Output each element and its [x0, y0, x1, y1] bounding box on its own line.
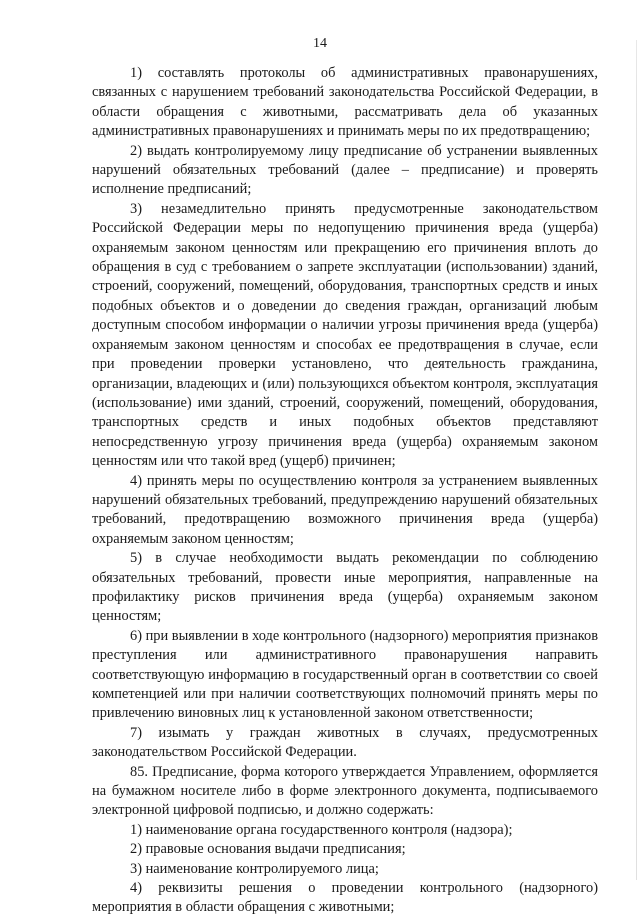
document-body — [92, 64, 598, 918]
paragraph-item-2-order: 2) выдать контролируемому лицу предписание об устранении выявленных нарушений обязательных требований (далее – предписание) и проверять исполнение предписаний; — [92, 142, 598, 198]
paragraph-item-6-crime-signs: 6) при выявлении в ходе контрольного (надзорного) мероприятия признаков преступления или административного правонарушения направить соответствующую информацию в государственный орган в соответствии со своей компетенцией или при наличии соответствующих полномочий принять меры по привлечению виновных лиц к установленной законом ответственности; — [92, 627, 598, 722]
paragraph-item-4-control: 4) принять меры по осуществлению контроля за устранением выявленных нарушений обязательных требований, предупреждению нарушений обязательных требований, предотвращению возможного причинения вреда (ущерба) охраняемым законом ценностям; — [92, 472, 598, 547]
paragraph-content-2: 2) правовые основания выдачи предписания; — [130, 841, 406, 858]
paragraph-item-7-seize-animals: 7) изымать у граждан животных в случаях, предусмотренных законодательством Российской Федерации. — [92, 724, 598, 761]
page-number: 14 — [313, 36, 327, 51]
paragraph-content-4: 4) реквизиты решения о проведении контрольного (надзорного) мероприятия в области обращения с животными; — [92, 880, 598, 916]
scan-edge-line — [636, 40, 637, 880]
paragraph-content-3: 3) наименование контролируемого лица; — [130, 860, 379, 877]
paragraph-item-5-recommendations: 5) в случае необходимости выдать рекомендации по соблюдению обязательных требований, провести иные мероприятия, направленные на профилактику рисков причинения вреда (ущерба) охраняемым законом ценностям; — [92, 550, 598, 625]
paragraph-item-3-measures: 3) незамедлительно принять предусмотренные законодательством Российской Федерации меры по недопущению причинения вреда (ущерба) охраняемым законом ценностям или прекращению его причинения вплоть до обращения в суд с требованием о запрете эксплуатации (использовании) зданий, строений, сооружений, помещений, оборудования, транспортных средств и иных подобных объектов и о доведении до сведения граждан, организаций любым доступным способом информации о наличии угрозы причинения вреда (ущерба) охраняемым законом ценностям и способах ее предотвращения в случае, если при проведении проверки установлено, что деятельность гражданина, организации, владеющих и (или) пользующихся объектом контроля, эксплуатация (использование) ими зданий, строений, сооружений, помещений, оборудования, транспортных средств и иных подобных объектов представляют непосредственную угрозу причинения вреда (ущерба) охраняемым законом ценностям или что такой вред (ущерб) причинен; — [92, 200, 598, 470]
paragraph-clause-85: 85. Предписание, форма которого утверждается Управлением, оформляется на бумажном носителе либо в форме электронного документа, подписываемого электронной цифровой подписью, и должно содержать: — [92, 763, 598, 819]
paragraph-content-1: 1) наименование органа государственного контроля (надзора); — [130, 821, 513, 838]
paragraph-item-1-protocols: 1) составлять протоколы об административных правонарушениях, связанных с нарушением требований законодательства Российской Федерации, в области обращения с животными, рассматривать дела об указанных административных правонарушениях и принимать меры по их предотвращению; — [92, 65, 598, 140]
